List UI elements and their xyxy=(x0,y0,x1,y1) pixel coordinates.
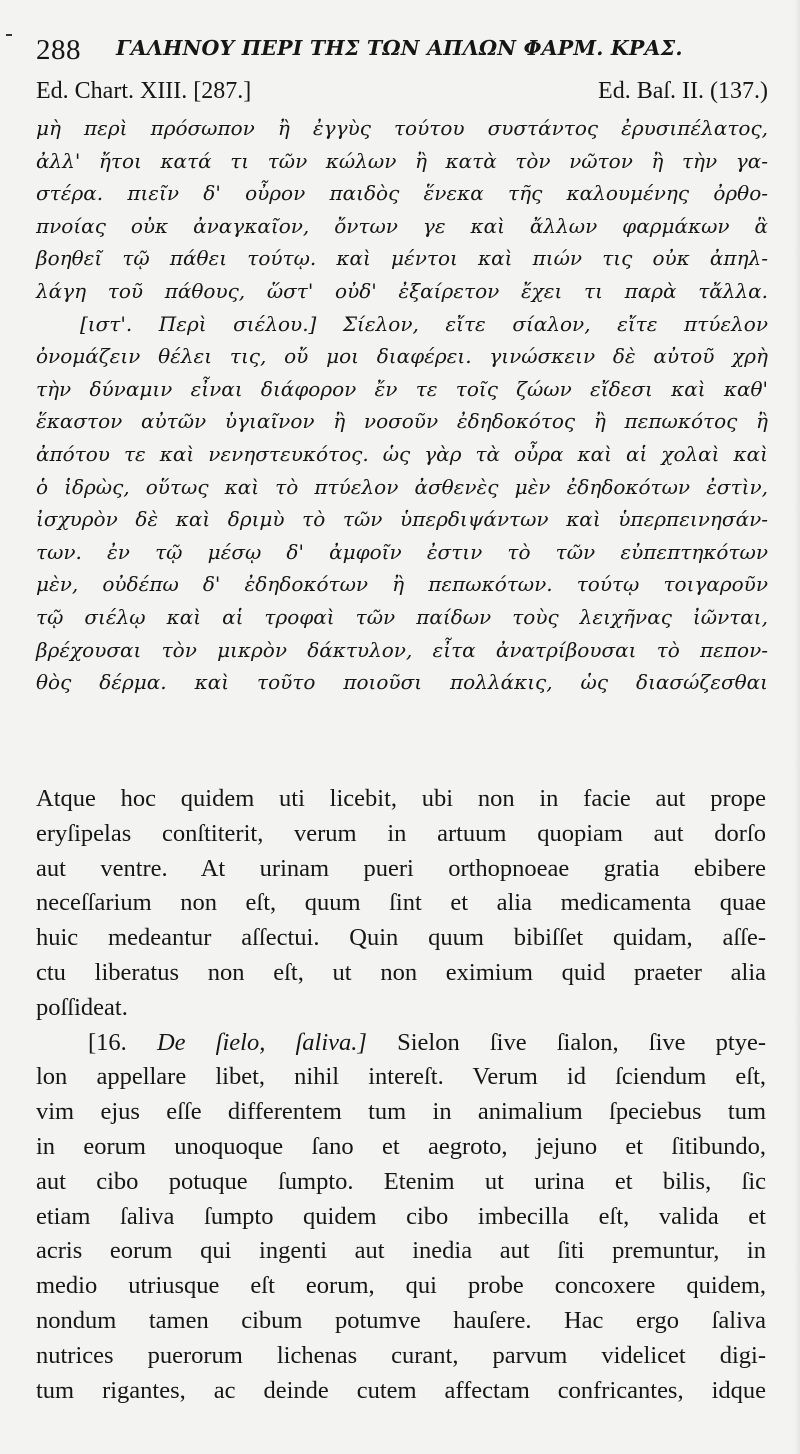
edition-reference-line xyxy=(36,78,768,110)
latin-text-line: aut ventre. At urinam pueri orthopnoeae gratia ebibere xyxy=(36,854,766,882)
latin-text-line: poſſideat. xyxy=(36,993,128,1021)
greek-text-line: ὁ ἱδρὼς, οὕτως καὶ τὸ πτύελον ἀσθενὲς μὲν ἐδηδοκότων ἐστὶν, xyxy=(36,474,768,499)
greek-text-line: ἰσχυρὸν δὲ καὶ δριμὺ τὸ τῶν ὑπερδιψάντων καὶ ὑπερπεινησάν- xyxy=(36,507,768,532)
edition-basel-reference: Ed. Baſ. II. (137.) xyxy=(598,78,768,104)
latin-text-line: neceſſarium non eſt, quum ſint et alia medicamenta quae xyxy=(36,889,766,917)
running-head xyxy=(36,30,776,70)
latin-text-line: nondum tamen cibum potumve hauſere. Hac ergo ſaliva xyxy=(36,1306,766,1334)
page-edge-shadow xyxy=(794,0,800,1454)
latin-text-line: acris eorum qui ingenti aut inedia aut ſiti premuntur, in xyxy=(36,1237,766,1265)
greek-text-line: θὸς δέρμα. καὶ τοῦτο ποιοῦσι πολλάκις, ὡς διασώζεσθαι xyxy=(36,670,768,695)
margin-mark xyxy=(6,34,12,36)
greek-text-line: ἕκαστον αὐτῶν ὑγιαῖνον ἢ νοσοῦν ἐδηδοκότος ἢ πεπωκότος ἢ xyxy=(36,409,768,434)
edition-chartier-reference: Ed. Chart. XIII. [287.] xyxy=(36,78,252,104)
greek-text-line: λάγη τοῦ πάθους, ὥστ' οὐδ' ἐξαίρετον ἔχει τι παρὰ τἄλλα. xyxy=(36,278,768,303)
latin-text-line: in eorum unoquoque ſano et aegroto, jejuno et ſitibundo, xyxy=(36,1132,766,1160)
greek-text-line: βοηθεῖ τῷ πάθει τούτῳ. καὶ μέντοι καὶ πιών τις οὐκ ἀπηλ- xyxy=(36,246,768,271)
greek-text-line: τὴν δύναμιν εἶναι διάφορον ἔν τε τοῖς ζώων εἴδεσι καὶ καθ' xyxy=(36,376,768,401)
greek-text-line: ἀλλ' ἤτοι κατά τι τῶν κώλων ἢ κατὰ τὸν νῶτον ἢ τὴν γα- xyxy=(36,148,768,173)
latin-text-block xyxy=(36,782,766,1408)
latin-section-heading-line xyxy=(36,1026,766,1061)
running-title: ΓΑΛΗΝΟΥ ΠΕΡΙ ΤΗΣ ΤΩΝ ΑΠΛΩΝ ΦΑΡΜ. ΚΡΑΣ. xyxy=(116,36,683,60)
greek-text-line: ἀπότου τε καὶ νενηστευκότος. ὡς γὰρ τὰ οὖρα καὶ αἱ χολαὶ καὶ xyxy=(36,441,768,466)
greek-text-line: στέρα. πιεῖν δ' οὖρον παιδὸς ἕνεκα τῆς καλουμένης ὀρθο- xyxy=(36,181,768,206)
latin-text-line: Atque hoc quidem uti licebit, ubi non in facie aut prope xyxy=(36,785,766,812)
page-number: 288 xyxy=(36,34,81,66)
latin-text-line: ctu liberatus non eſt, ut non eximium quid praeter alia xyxy=(36,958,766,986)
greek-text-block xyxy=(36,112,768,699)
greek-text-line: μὲν, οὐδέπω δ' ἐδηδοκότων ἢ πεπωκότων. τούτῳ τοιγαροῦν xyxy=(36,572,768,597)
greek-text-line: των. ἐν τῷ μέσῳ δ' ἀμφοῖν ἐστιν τὸ τῶν εὐπεπτηκότων xyxy=(36,539,768,564)
greek-text-line: μὴ περὶ πρόσωπον ἢ ἐγγὺς τούτου συστάντος ἐρυσιπέλατος, xyxy=(36,116,768,140)
greek-text-line: ὀνομάζειν θέλει τις, οὔ μοι διαφέρει. γινώσκειν δὲ αὐτοῦ χρὴ xyxy=(36,344,768,369)
latin-section-number: [16. xyxy=(88,1028,127,1056)
greek-section-heading-line: [ιστ'. Περὶ σιέλου.] Σίελον, εἴτε σίαλον, εἴτε πτύελον xyxy=(80,311,768,336)
latin-text-line: medio utriusque eſt eorum, qui probe concoxere quidem, xyxy=(36,1272,766,1300)
latin-text-line: vim ejus eſſe differentem tum in animalium ſpeciebus tum xyxy=(36,1098,766,1126)
latin-text-line: huic medeantur aſſectui. Quin quum bibiſſet quidam, aſſe- xyxy=(36,924,766,952)
latin-text-line: tum rigantes, ac deinde cutem affectam confricantes, idque xyxy=(36,1376,766,1404)
latin-section-title: De ſielo, ſaliva.] xyxy=(156,1028,367,1056)
latin-text-line: lon appellare libet, nihil intereſt. Verum id ſciendum eſt, xyxy=(36,1063,766,1091)
latin-text-line: aut cibo potuque ſumpto. Etenim ut urina et bilis, ſic xyxy=(36,1167,766,1195)
latin-text-line: etiam ſaliva ſumpto quidem cibo imbecilla eſt, valida et xyxy=(36,1202,766,1230)
greek-text-line: πνοίας οὐκ ἀναγκαῖον, ὄντων γε καὶ ἄλλων φαρμάκων ἃ xyxy=(36,213,768,238)
latin-text-line: nutrices puerorum lichenas curant, parvum videlicet digi- xyxy=(36,1341,766,1369)
greek-text-line: βρέχουσαι τὸν μικρὸν δάκτυλον, εἶτα ἀνατρίβουσαι τὸ πεπον- xyxy=(36,637,768,662)
latin-text-line: eryſipelas conſtiterit, verum in artuum quopiam aut dorſo xyxy=(36,819,766,847)
greek-text-line: τῷ σιέλῳ καὶ αἱ τροφαὶ τῶν παίδων τοὺς λειχῆνας ἰῶνται, xyxy=(36,604,768,629)
latin-section-text: Sielon ſive ſialon, ſive ptye- xyxy=(397,1028,767,1056)
